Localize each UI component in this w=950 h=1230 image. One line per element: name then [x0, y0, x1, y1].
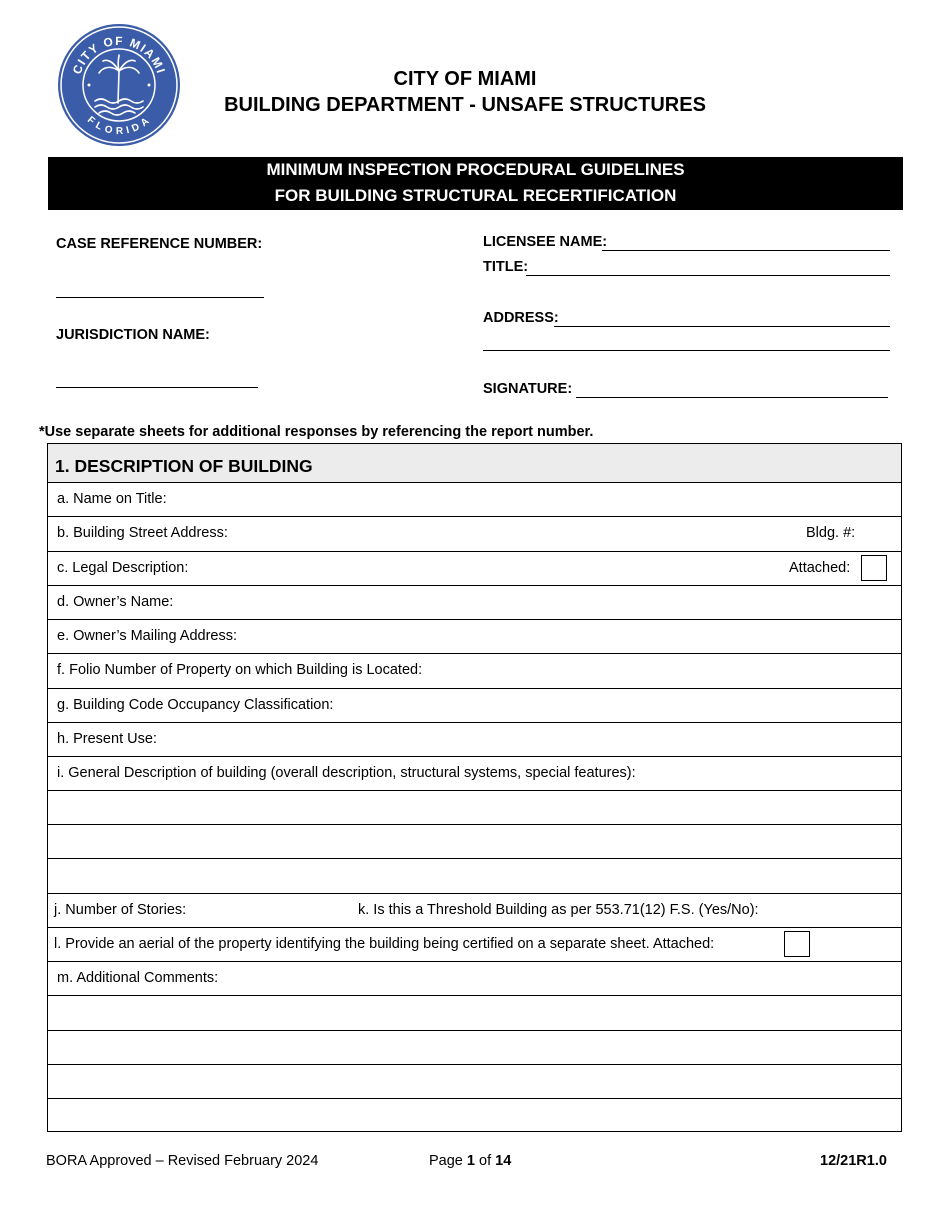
- title-line[interactable]: [526, 275, 890, 276]
- case-reference-line[interactable]: [56, 297, 264, 298]
- title-banner: [48, 157, 903, 210]
- row-mailing-address[interactable]: [48, 620, 901, 654]
- section-heading: 1. DESCRIPTION OF BUILDING: [55, 456, 313, 476]
- address-label: ADDRESS:: [483, 310, 559, 326]
- general-description-label: i. General Description of building (overall description, structural systems, special features):: [57, 765, 636, 781]
- row-legal-description[interactable]: [48, 552, 901, 586]
- comments-blank-2[interactable]: [48, 1031, 901, 1065]
- footer-page-number: [429, 1153, 511, 1169]
- banner-line-2: FOR BUILDING STRUCTURAL RECERTIFICATION: [274, 186, 677, 205]
- present-use-label: h. Present Use:: [57, 731, 157, 747]
- jurisdiction-line[interactable]: [56, 387, 258, 388]
- number-of-stories-label: j. Number of Stories:: [54, 902, 187, 918]
- name-on-title-label: a. Name on Title:: [57, 491, 167, 507]
- comments-blank-3[interactable]: [48, 1065, 901, 1099]
- header-department: BUILDING DEPARTMENT - UNSAFE STRUCTURES: [224, 94, 706, 116]
- section-heading-row: [48, 444, 901, 483]
- licensee-line[interactable]: [602, 250, 890, 251]
- licensee-label: LICENSEE NAME:: [483, 234, 608, 250]
- general-description-blank-2[interactable]: [48, 825, 901, 859]
- row-name-on-title[interactable]: [48, 483, 901, 517]
- row-stories-threshold[interactable]: [48, 894, 901, 928]
- footer-page-of: of: [474, 1153, 496, 1169]
- legal-description-label: c. Legal Description:: [57, 560, 189, 576]
- footer-page-total: 14: [495, 1153, 512, 1169]
- row-owners-name[interactable]: [48, 586, 901, 620]
- footer-form-code: 12/21R1.0: [820, 1153, 887, 1169]
- comments-blank-4[interactable]: [48, 1099, 901, 1131]
- case-reference-label: CASE REFERENCE NUMBER:: [56, 236, 263, 252]
- bldg-number-label: Bldg. #:: [806, 525, 856, 541]
- mailing-address-label: e. Owner’s Mailing Address:: [57, 628, 237, 644]
- row-aerial[interactable]: [48, 928, 901, 962]
- folio-number-label: f. Folio Number of Property on which Building is Located:: [57, 662, 423, 678]
- legal-attached-label: Attached:: [789, 560, 851, 576]
- separate-sheets-note: *Use separate sheets for additional responses by referencing the report number.: [39, 424, 594, 440]
- aerial-label: l. Provide an aerial of the property identifying the building being certified on a separate sheet. Attached:: [54, 936, 715, 952]
- occupancy-classification-label: g. Building Code Occupancy Classification:: [57, 697, 334, 713]
- seal-top-text: CITY OF MIAMI: [69, 33, 169, 77]
- row-folio-number[interactable]: [48, 654, 901, 689]
- footer-page-prefix: Page: [429, 1153, 467, 1169]
- description-of-building-table: [47, 443, 902, 1132]
- row-additional-comments[interactable]: [48, 962, 901, 996]
- signature-label: SIGNATURE:: [483, 381, 573, 397]
- street-address-label: b. Building Street Address:: [57, 525, 228, 541]
- header-city: CITY OF MIAMI: [393, 68, 537, 90]
- row-present-use[interactable]: [48, 723, 901, 757]
- legal-attached-checkbox[interactable]: [861, 555, 887, 581]
- footer-page-current: 1: [466, 1153, 475, 1169]
- address-line-1[interactable]: [554, 326, 890, 327]
- title-label: TITLE:: [483, 259, 529, 275]
- aerial-attached-checkbox[interactable]: [784, 931, 810, 957]
- seal-bottom-text: FLORIDA: [84, 114, 153, 138]
- address-line-2[interactable]: [483, 350, 890, 351]
- general-description-blank-1[interactable]: [48, 791, 901, 825]
- additional-comments-label: m. Additional Comments:: [57, 970, 219, 986]
- threshold-building-label: k. Is this a Threshold Building as per 553.71(12) F.S. (Yes/No):: [358, 902, 759, 918]
- owners-name-label: d. Owner’s Name:: [57, 594, 174, 610]
- row-street-address[interactable]: [48, 517, 901, 552]
- jurisdiction-label: JURISDICTION NAME:: [56, 327, 210, 343]
- general-description-blank-3[interactable]: [48, 859, 901, 894]
- row-occupancy-classification[interactable]: [48, 689, 901, 723]
- banner-line-1: MINIMUM INSPECTION PROCEDURAL GUIDELINES: [266, 160, 685, 179]
- footer-revision: BORA Approved – Revised February 2024: [46, 1153, 319, 1169]
- row-general-description[interactable]: [48, 757, 901, 791]
- signature-line[interactable]: [576, 397, 888, 398]
- comments-blank-1[interactable]: [48, 996, 901, 1031]
